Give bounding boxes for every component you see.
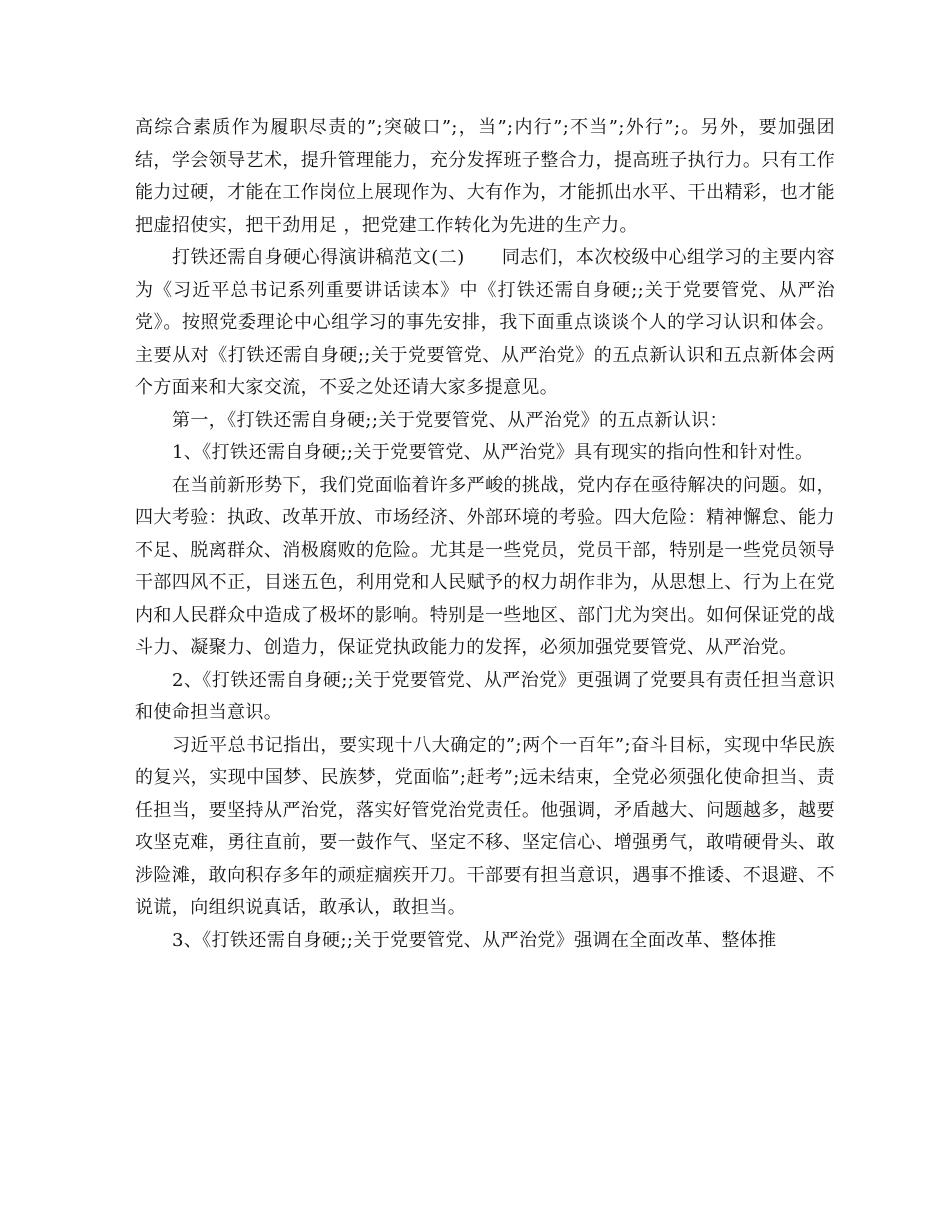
paragraph-7: 习近平总书记指出，要实现十八大确定的”;两个一百年”;奋斗目标，实现中华民族的复兴，实现中国梦、民族梦，党面临”;赶考”;远未结束，全党必须强化使命担当、责任担当，要坚持从严治党，落实好管党治党责任。他强调，矛盾越大、问题越多，越要攻坚克难，勇往直前，要一鼓作气、坚定不移、坚定信心、增强勇气，敢啃硬骨头、敢涉险滩，敢向积存多年的顽症痼疾开刀。干部要有担当意识，遇事不推诿、不退避、不说谎，向组织说真话，敢承认，敢担当。: [135, 734, 835, 918]
paragraph-5: 在当前新形势下，我们党面临着许多严峻的挑战，党内存在亟待解决的问题。如，四大考验：执政、改革开放、市场经济、外部环境的考验。四大危险：精神懈怠、能力不足、脱离群众、消极腐败的危险。尤其是一些党员，党员干部，特别是一些党员领导干部四风不正，目迷五色，利用党和人民赋予的权力胡作非为，从思想上、行为上在党内和人民群众中造成了极坏的影响。特别是一些地区、部门尤为突出。如何保证党的战斗力、凝聚力、创造力，保证党执政能力的发挥，必须加强党要管党、从严治党。: [135, 474, 835, 658]
paragraph-2: 打铁还需自身硬心得演讲稿范文(二) 同志们，本次校级中心组学习的主要内容为《习近平总书记系列重要讲话读本》中《打铁还需自身硬;;关于党要管党、从严治党》。按照党委理论中心组学习的事先安排，我下面重点谈谈个人的学习认识和体会。主要从对《打铁还需自身硬;;关于党要管党、从严治党》的五点新认识和五点新体会两个方面来和大家交流，不妥之处还请大家多提意见。: [135, 247, 835, 398]
paragraph-6: 2、《打铁还需自身硬;;关于党要管党、从严治党》更强调了党要具有责任担当意识和使命担当意识。: [135, 669, 835, 723]
paragraph-3: 第一，《打铁还需自身硬;;关于党要管党、从严治党》的五点新认识：: [172, 409, 728, 431]
paragraph-8: 3、《打铁还需自身硬;;关于党要管党、从严治党》强调在全面改革、整体推: [172, 929, 777, 951]
paragraph-1: 高综合素质作为履职尽责的”;突破口”;，当”;内行”;不当”;外行”;。另外，要加强团结，学会领导艺术，提升管理能力，充分发挥班子整合力，提高班子执行力。只有工作能力过硬，才能在工作岗位上展现作为、大有作为，才能抓出水平、干出精彩，也才能把虚招使实，把干劲用足 ，把党建工作转化为先进的生产力。: [135, 117, 835, 236]
document-body: [135, 112, 835, 957]
paragraph-4: 1、《打铁还需自身硬;;关于党要管党、从严治党》具有现实的指向性和针对性。: [172, 442, 814, 463]
